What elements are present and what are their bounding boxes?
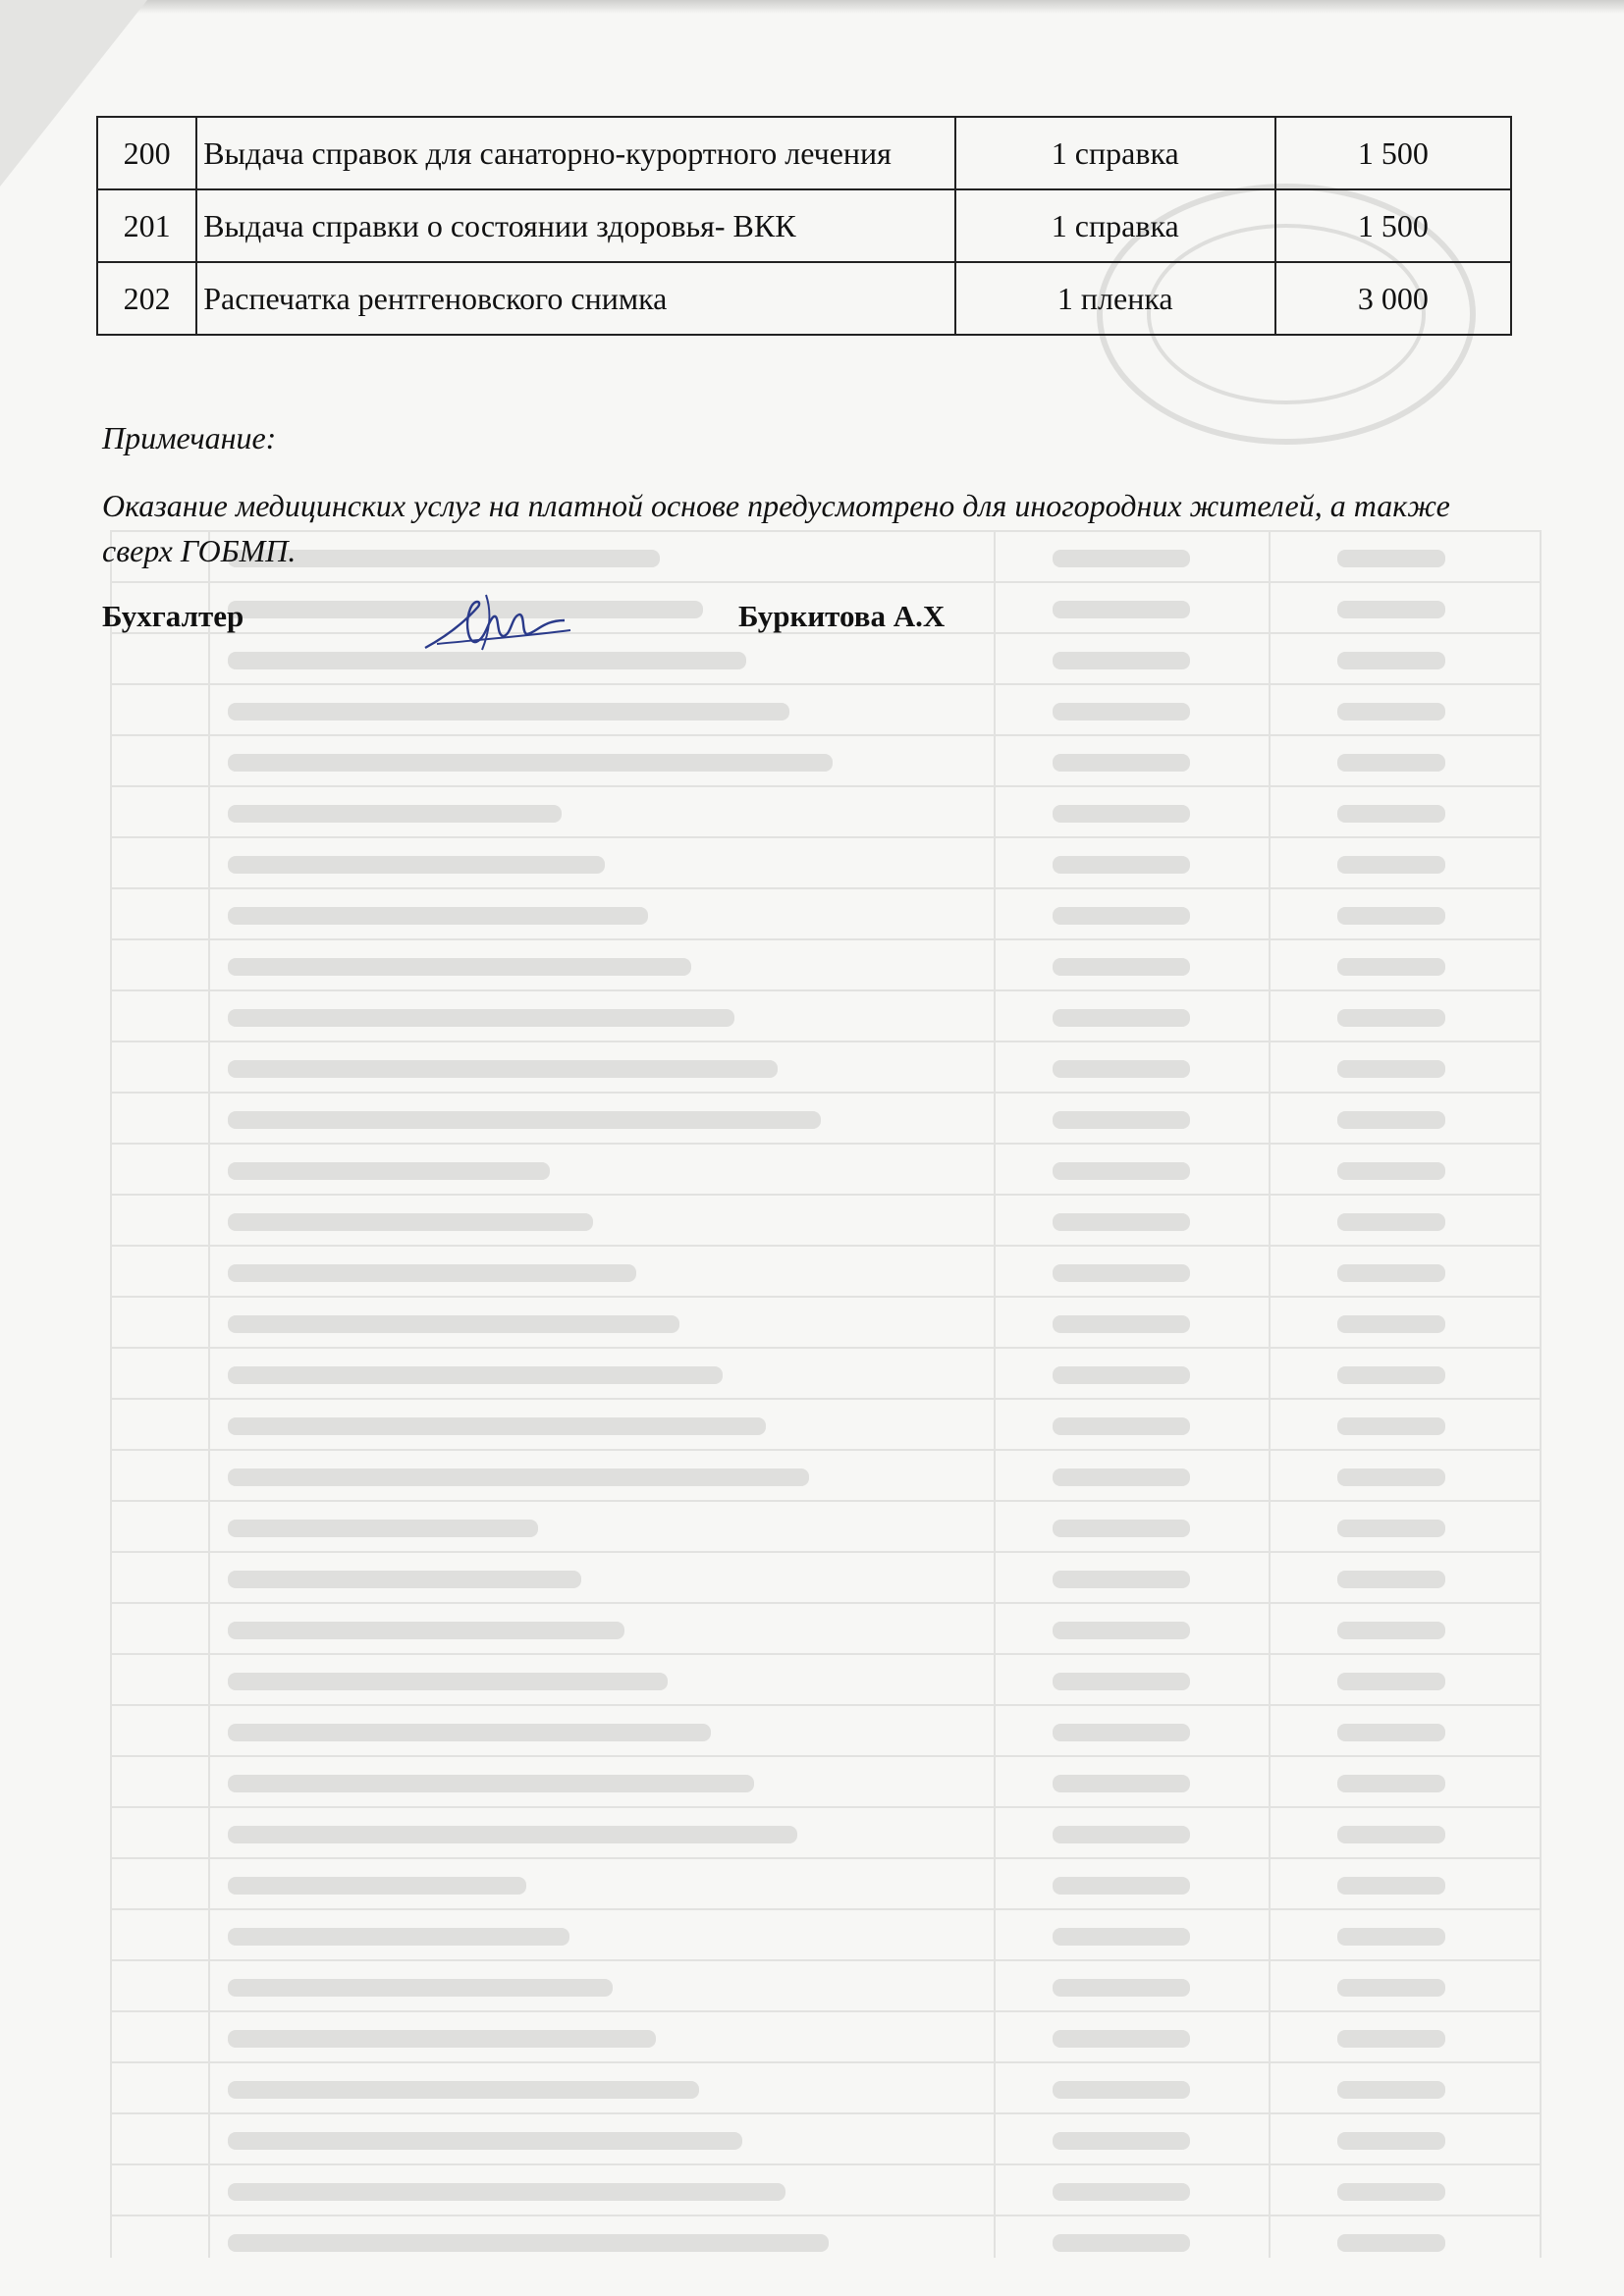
ghost-text: [1337, 958, 1445, 976]
ghost-line: [1269, 530, 1271, 2258]
ghost-text: [1053, 2234, 1190, 2252]
ghost-text: [1337, 703, 1445, 721]
ghost-text: [1053, 1264, 1190, 1282]
ghost-line: [110, 1806, 1540, 1808]
ghost-text: [1337, 1775, 1445, 1792]
ghost-text: [228, 1673, 668, 1690]
ghost-text: [1337, 2081, 1445, 2099]
ghost-text: [1053, 1775, 1190, 1792]
ghost-text: [1337, 856, 1445, 874]
ghost-text: [1053, 703, 1190, 721]
ghost-text: [1337, 1060, 1445, 1078]
ghost-text: [228, 1111, 821, 1129]
ghost-text: [228, 907, 648, 925]
ghost-text: [228, 1520, 538, 1537]
ghost-line: [110, 1500, 1540, 1502]
ghost-text: [228, 1468, 809, 1486]
ghost-line: [1540, 530, 1542, 2258]
ghost-text: [1337, 1877, 1445, 1895]
unit-of-measure: 1 пленка: [955, 262, 1275, 335]
ghost-text: [228, 1571, 581, 1588]
ghost-text: [1337, 652, 1445, 669]
ghost-text: [1337, 1826, 1445, 1843]
service-name: Выдача справок для санаторно-курортного лечения: [196, 117, 955, 189]
ghost-text: [1053, 754, 1190, 772]
ghost-line: [110, 1755, 1540, 1757]
ghost-line: [110, 1551, 1540, 1553]
ghost-text: [1337, 2030, 1445, 2048]
row-number: 202: [97, 262, 196, 335]
ghost-line: [110, 581, 1540, 583]
ghost-text: [1053, 601, 1190, 618]
ghost-line: [110, 734, 1540, 736]
ghost-text: [1053, 1468, 1190, 1486]
ghost-text: [1053, 1111, 1190, 1129]
ghost-text: [228, 1877, 526, 1895]
ghost-line: [110, 1143, 1540, 1145]
ghost-text: [1053, 2183, 1190, 2201]
ghost-text: [1053, 1724, 1190, 1741]
ghost-text: [1337, 601, 1445, 618]
service-name: Распечатка рентгеновского снимка: [196, 262, 955, 335]
ghost-text: [1053, 1417, 1190, 1435]
signature-icon: [417, 587, 574, 666]
ghost-line: [110, 1959, 1540, 1961]
ghost-text: [228, 1979, 613, 1997]
ghost-line: [110, 683, 1540, 685]
ghost-text: [228, 2183, 785, 2201]
ghost-text: [1053, 1877, 1190, 1895]
ghost-text: [1053, 1571, 1190, 1588]
ghost-text: [228, 958, 691, 976]
ghost-line: [110, 1857, 1540, 1859]
ghost-text: [1053, 1162, 1190, 1180]
ghost-text: [1337, 2132, 1445, 2150]
ghost-line: [110, 2163, 1540, 2165]
ghost-line: [110, 1245, 1540, 1247]
ghost-line: [110, 1347, 1540, 1349]
ghost-text: [1337, 1315, 1445, 1333]
ghost-text: [1053, 1009, 1190, 1027]
ghost-text: [1053, 805, 1190, 823]
ghost-text: [1337, 1162, 1445, 1180]
ghost-line: [110, 1194, 1540, 1196]
ghost-text: [1053, 2132, 1190, 2150]
accountant-role: Бухгалтер: [102, 599, 244, 633]
ghost-text: [1053, 958, 1190, 976]
ghost-text: [1053, 1520, 1190, 1537]
unit-of-measure: 1 справка: [955, 189, 1275, 262]
page-top-shadow: [0, 0, 1624, 14]
ghost-text: [1053, 1315, 1190, 1333]
table-row: [97, 262, 1511, 335]
ghost-text: [1337, 1673, 1445, 1690]
ghost-text: [1337, 1928, 1445, 1946]
unit-of-measure: 1 справка: [955, 117, 1275, 189]
ghost-text: [1053, 1366, 1190, 1384]
ghost-text: [1053, 1622, 1190, 1639]
ghost-text: [1337, 2183, 1445, 2201]
ghost-text: [228, 1264, 636, 1282]
ghost-text: [1053, 2081, 1190, 2099]
ghost-text: [228, 1724, 711, 1741]
ghost-text: [1337, 1979, 1445, 1997]
ghost-text: [1337, 1724, 1445, 1741]
ghost-text: [1053, 1826, 1190, 1843]
ghost-text: [228, 1826, 797, 1843]
price-value: 1 500: [1275, 117, 1511, 189]
ghost-text: [1053, 652, 1190, 669]
ghost-text: [228, 2030, 656, 2048]
ghost-text: [228, 1213, 593, 1231]
ghost-text: [1337, 1417, 1445, 1435]
ghost-line: [110, 1653, 1540, 1655]
ghost-line: [208, 530, 210, 2258]
ghost-line: [110, 1704, 1540, 1706]
ghost-line: [110, 938, 1540, 940]
ghost-line: [110, 2112, 1540, 2114]
ghost-text: [1337, 754, 1445, 772]
ghost-text: [1337, 1571, 1445, 1588]
ghost-text: [1337, 1366, 1445, 1384]
ghost-text: [1053, 1213, 1190, 1231]
ghost-line: [110, 530, 112, 2258]
ghost-text: [1337, 1622, 1445, 1639]
row-number: 201: [97, 189, 196, 262]
ghost-text: [228, 856, 605, 874]
note-label: Примечание:: [102, 420, 277, 455]
ghost-line: [110, 1908, 1540, 1910]
ghost-text: [1337, 805, 1445, 823]
ghost-text: [1337, 1468, 1445, 1486]
ghost-text: [228, 754, 833, 772]
ghost-line: [110, 1296, 1540, 1298]
price-value: 1 500: [1275, 189, 1511, 262]
reverse-side-bleed-through: [110, 530, 1540, 2258]
accountant-name: Буркитова А.Х: [738, 599, 946, 633]
ghost-text: [1337, 907, 1445, 925]
service-name: Выдача справки о состоянии здоровья- ВКК: [196, 189, 955, 262]
row-number: 200: [97, 117, 196, 189]
ghost-text: [1053, 1060, 1190, 1078]
ghost-text: [228, 1366, 723, 1384]
ghost-text: [228, 2234, 829, 2252]
ghost-line: [110, 1092, 1540, 1094]
ghost-line: [110, 2010, 1540, 2012]
ghost-line: [110, 836, 1540, 838]
ghost-text: [228, 1928, 569, 1946]
ghost-text: [1053, 1673, 1190, 1690]
ghost-text: [1337, 2234, 1445, 2252]
table-row: [97, 117, 1511, 189]
ghost-line: [110, 1449, 1540, 1451]
ghost-text: [228, 1009, 734, 1027]
ghost-line: [110, 1041, 1540, 1042]
ghost-text: [228, 1060, 778, 1078]
ghost-text: [1053, 856, 1190, 874]
price-value: 3 000: [1275, 262, 1511, 335]
ghost-text: [1337, 1520, 1445, 1537]
ghost-line: [110, 2215, 1540, 2216]
ghost-line: [110, 785, 1540, 787]
ghost-line: [110, 2061, 1540, 2063]
ghost-text: [1053, 907, 1190, 925]
ghost-line: [110, 1398, 1540, 1400]
ghost-text: [228, 2081, 699, 2099]
note-text: Оказание медицинских услуг на платной основе предусмотрено для иногородних жителей, а также сверх ГОБМП.: [102, 488, 1450, 568]
ghost-text: [1053, 2030, 1190, 2048]
ghost-line: [110, 989, 1540, 991]
ghost-text: [228, 703, 789, 721]
ghost-text: [1337, 1213, 1445, 1231]
ghost-text: [228, 1162, 550, 1180]
ghost-text: [228, 1775, 754, 1792]
ghost-text: [1337, 1111, 1445, 1129]
ghost-text: [1337, 1264, 1445, 1282]
ghost-text: [228, 1315, 679, 1333]
ghost-text: [228, 1622, 624, 1639]
ghost-text: [228, 2132, 742, 2150]
price-table: [96, 116, 1512, 336]
table-row: [97, 189, 1511, 262]
ghost-text: [1337, 1009, 1445, 1027]
ghost-line: [994, 530, 996, 2258]
ghost-line: [110, 1602, 1540, 1604]
ghost-text: [228, 805, 562, 823]
ghost-line: [110, 887, 1540, 889]
ghost-text: [1053, 1928, 1190, 1946]
ghost-text: [1053, 1979, 1190, 1997]
ghost-text: [228, 1417, 766, 1435]
